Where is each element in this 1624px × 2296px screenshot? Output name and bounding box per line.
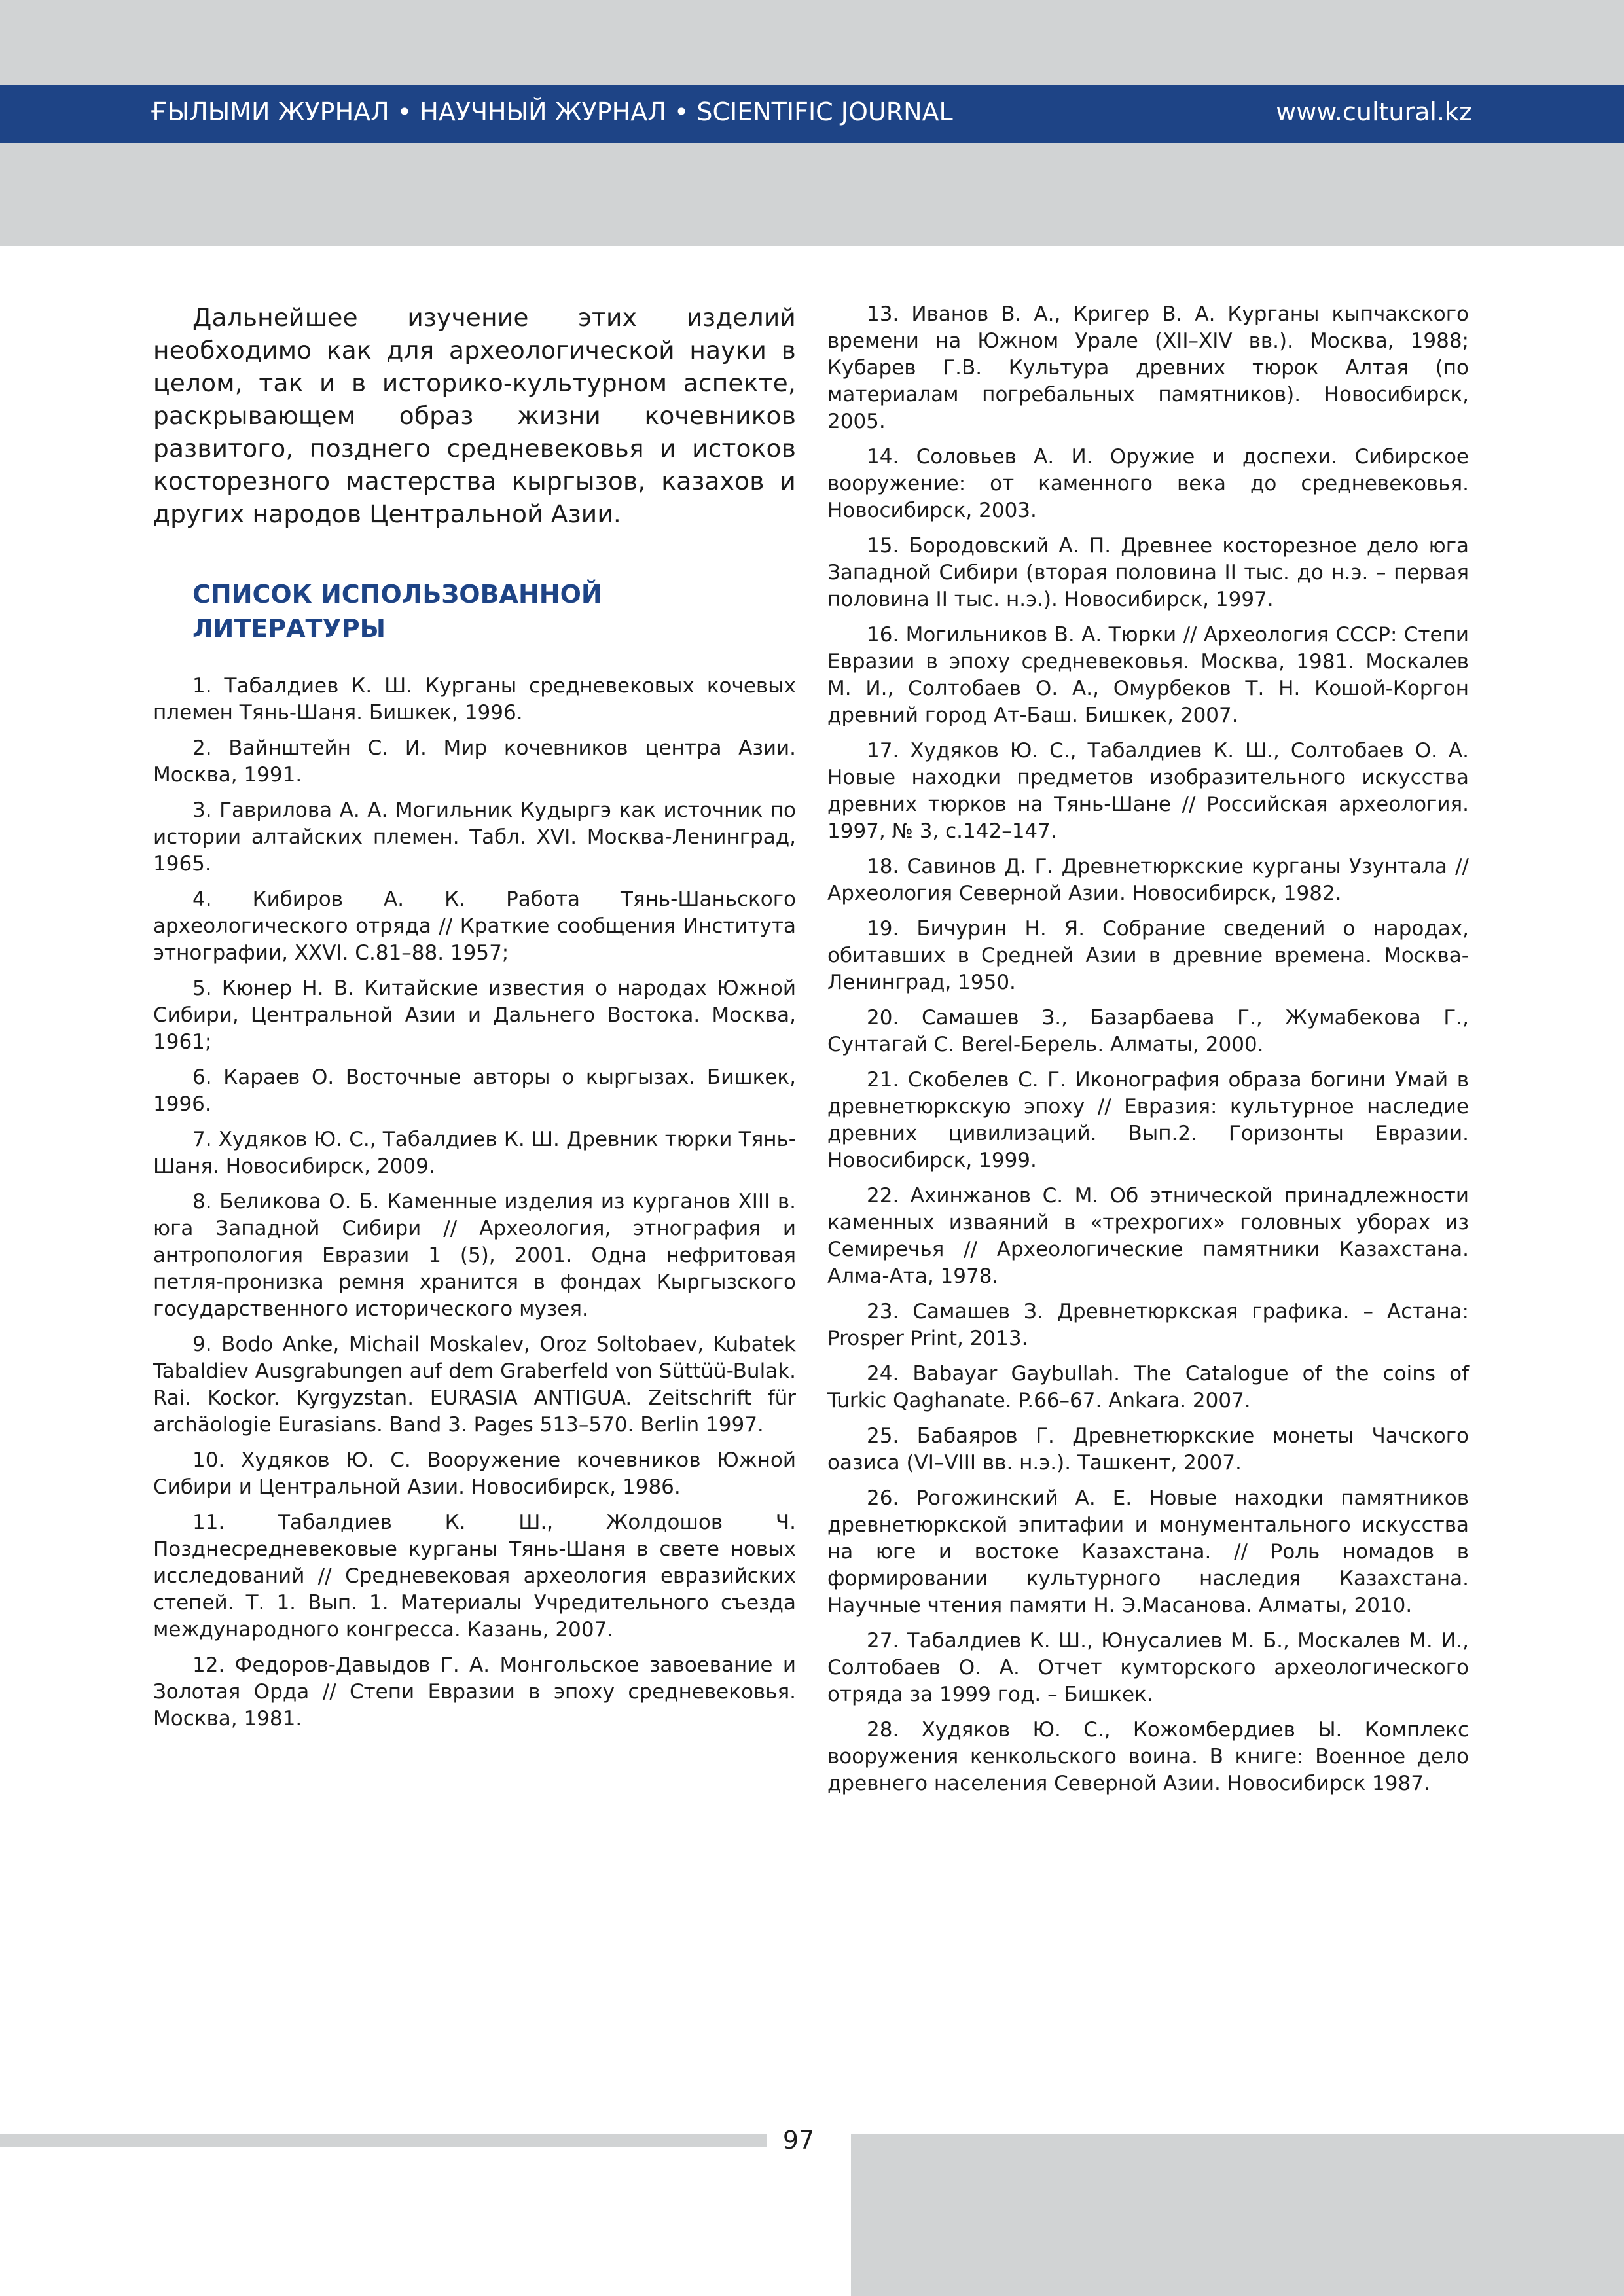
reference-item: 10. Худяков Ю. С. Вооружение кочевников Южной Сибири и Центральной Азии. Новосибирск, 1986. [153,1448,796,1499]
footer-rule [0,2134,767,2147]
reference-item: 4. Кибиров А. К. Работа Тянь-Шаньского археологического отряда // Краткие сообщения Института этнографии, XXVI. С.81–88. 1957; [153,888,796,965]
page-number: 97 [782,2126,815,2155]
references-list-right [827,301,1469,1797]
reference-item: 2. Вайнштейн С. И. Мир кочевников центра Азии. Москва, 1991. [153,736,796,787]
reference-item: 9. Bodo Anke, Michail Moskalev, Oroz Soltobaev, Kubatek Tabaldiev Ausgrabungen auf dem Graberfeld von Süttüü-Bulak. Rai. Kockor. Kyrgyzstan. EURASIA ANTIGUA. Zeitschrift für archäologie Eurasians. Band 3. Pages 513–570. Berlin 1997. [153,1333,796,1437]
reference-item: 28. Худяков Ю. С., Кожомбердиев Ы. Комплекс вооружения кенкольского воина. В книге: Военное дело древнего населения Северной Азии. Новосибирск 1987. [827,1718,1469,1795]
journal-title: ҒЫЛЫМИ ЖУРНАЛ • НАУЧНЫЙ ЖУРНАЛ • SCIENTIFIC JOURNAL [151,98,953,126]
reference-item: 21. Скобелев С. Г. Иконография образа богини Умай в древнетюркскую эпоху // Евразия: культурное наследие древних цивилизаций. Вып.2. Горизонты Евразии. Новосибирск, 1999. [827,1068,1469,1172]
references-heading: СПИСОК ИСПОЛЬЗОВАННОЙ ЛИТЕРАТУРЫ [192,580,602,643]
footer-block [851,2134,1624,2296]
reference-item: 8. Беликова О. Б. Каменные изделия из курганов XIII в. юга Западной Сибири // Археология, этнография и антропология Евразии 1 (5), 2001. Одна нефритовая петля-пронизка ремня хранится в фондах Кыргызского государственного исторического музея. [153,1190,796,1321]
reference-item: 24. Babayar Gaybullah. The Catalogue of the coins of Turkic Qaghanate. P.66–67. Ankara. 2007. [827,1362,1469,1412]
reference-item: 15. Бородовский А. П. Древнее косторезное дело юга Западной Сибири (вторая половина II тыс. до н.э. – первая половина II тыс. н.э.). Новосибирск, 1997. [827,534,1469,611]
references-list-left [153,673,796,1732]
reference-item: 6. Караев О. Восточные авторы о кыргызах. Бишкек, 1996. [153,1066,796,1116]
right-column [827,301,1469,1806]
website-link[interactable]: www.cultural.kz [1276,98,1472,126]
reference-item: 18. Савинов Д. Г. Древнетюркские курганы Узунтала // Археология Северной Азии. Новосибирск, 1982. [827,855,1469,905]
reference-item: 1. Табалдиев К. Ш. Курганы средневековых кочевых племен Тянь-Шаня. Бишкек, 1996. [153,674,796,725]
reference-item: 11. Табалдиев К. Ш., Жолдошов Ч. Позднесредневековые курганы Тянь-Шаня в свете новых исследований // Средневековая археология евразийских степей. Т. 1. Вып. 1. Материалы Учредительного съезда международного конгресса. Казань, 2007. [153,1511,796,1641]
reference-item: 22. Ахинжанов С. М. Об этнической принадлежности каменных изваяний в «трехрогих» головных уборах из Семиречья // Археологические памятники Казахстана. Алма-Ата, 1978. [827,1184,1469,1288]
reference-item: 25. Бабаяров Г. Древнетюркские монеты Чачского оазиса (VI–VIII вв. н.э.). Ташкент, 2007. [827,1424,1469,1475]
reference-item: 16. Могильников В. А. Тюрки // Археология СССР: Степи Евразии в эпоху средневековья. Москва, 1981. Москалев М. И., Солтобаев О. А., Омурбеков Т. Н. Кошой-Коргон древний город Ат-Баш. Бишкек, 2007. [827,623,1469,727]
left-column [153,301,796,1741]
reference-item: 17. Худяков Ю. С., Табалдиев К. Ш., Солтобаев О. А. Новые находки предметов изобразительного искусства древних тюрков на Тянь-Шане // Российская археология. 1997, № 3, с.142–147. [827,739,1469,843]
reference-item: 26. Рогожинский А. Е. Новые находки памятников древнетюркской эпитафии и монументального искусства на юге и востоке Казахстана. // Роль номадов в формировании культурного наследия Казахстана. Научные чтения памяти Н. Э.Масанова. Алматы, 2010. [827,1486,1469,1617]
reference-item: 19. Бичурин Н. Я. Собрание сведений о народах, обитавших в Средней Азии в древние времена. Москва-Ленинград, 1950. [827,917,1469,994]
reference-item: 27. Табалдиев К. Ш., Юнусалиев М. Б., Москалев М. И., Солтобаев О. А. Отчет кумторского археологического отряда за 1999 год. – Бишкек. [827,1629,1469,1706]
reference-item: 14. Соловьев А. И. Оружие и доспехи. Сибирское вооружение: от каменного века до средневековья. Новосибирск, 2003. [827,445,1469,522]
reference-item: 5. Кюнер Н. В. Китайские известия о народах Южной Сибири, Центральной Азии и Дальнего Востока. Москва, 1961; [153,977,796,1054]
journal-header-bar [0,85,1624,143]
reference-item: 12. Федоров-Давыдов Г. А. Монгольское завоевание и Золотая Орда // Степи Евразии в эпоху средневековья. Москва, 1981. [153,1653,796,1731]
reference-item: 20. Самашев З., Базарбаева Г., Жумабекова Г., Сунтагай С. Berel-Берель. Алматы, 2000. [827,1006,1469,1056]
reference-item: 7. Худяков Ю. С., Табалдиев К. Ш. Древник тюрки Тянь-Шаня. Новосибирск, 2009. [153,1128,796,1178]
reference-item: 3. Гаврилова А. А. Могильник Кудыргэ как источник по истории алтайских племен. Табл. XVI. Москва-Ленинград, 1965. [153,798,796,876]
intro-paragraph: Дальнейшее изучение этих изделий необходимо как для археологической науки в целом, так и в историко-культурном аспекте, раскрывающем образ жизни кочевников развитого, позднего средневековья и истоков косторезного мастерства кыргызов, казахов и других народов Центральной Азии. [153,303,796,528]
reference-item: 23. Самашев З. Древнетюркская графика. – Астана: Prosper Print, 2013. [827,1300,1469,1350]
reference-item: 13. Иванов В. А., Кригер В. А. Курганы кыпчакского времени на Южном Урале (XII–XIV вв.). Москва, 1988; Кубарев Г.В. Культура древних тюрок Алтая (по материалам погребальных памятников). Новосибирск, 2005. [827,302,1469,433]
